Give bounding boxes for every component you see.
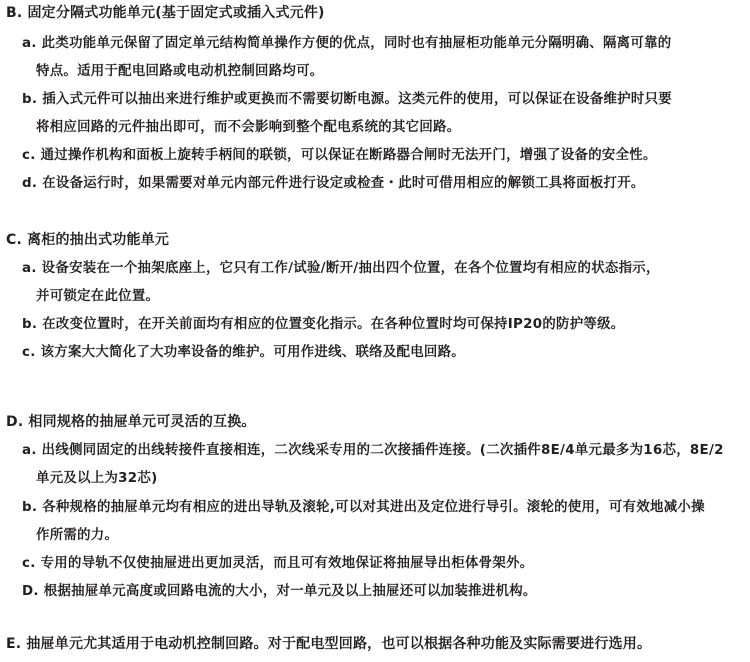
section-c-item-a-line-2: 并可锁定在此位置。 — [36, 289, 160, 304]
section-c-heading: C. 离柜的抽出式功能单元 — [6, 232, 170, 248]
section-b-item-d — [22, 170, 738, 198]
section-d-item-b-line-1: b. 各种规格的抽屉单元均有相应的进出导轨及滚轮,可以对其进出及定位进行导引。滚轮的使用，可有效地减小操 — [22, 500, 705, 515]
section-d-item-d-line-1: D. 根据抽屉单元高度或回路电流的大小，对一单元及以上抽屉还可以加装推进机构。 — [22, 584, 537, 599]
section-b-item-c-line-1: c. 通过操作机构和面板上旋转手柄间的联锁，可以保证在断路器合闸时无法开门，增强了设备的安全性。 — [22, 148, 657, 163]
section-c-item-b-line-1: b. 在改变位置时，在开关前面均有相应的位置变化指示。在各种位置时均可保持IP20的防护等级。 — [22, 317, 625, 332]
section-d-item-a-line-1: a. 出线侧同固定的出线转接件直接相连，二次线采专用的二次接插件连接。(二次插件8E/4单元最多为16芯，8E/2 — [22, 443, 724, 458]
section-b-item-a — [22, 30, 738, 86]
section-d-heading: D. 相同规格的抽屉单元可灵活的互换。 — [6, 414, 256, 430]
section-c-item-a-line-1: a. 设备安装在一个抽架底座上，它只有工作/试验/断开/抽出四个位置，在各个位置均有相应的状态指示， — [22, 261, 660, 276]
section-c-item-a — [22, 255, 738, 311]
section-b-item-a-line-1: a. 此类功能单元保留了固定单元结构简单操作方便的优点，同时也有抽屉柜功能单元分隔明确、隔离可靠的 — [22, 36, 672, 51]
section-d-item-a-line-2: 单元及以上为32芯) — [36, 471, 158, 486]
section-b-item-b-line-2: 将相应回路的元件抽出即可，而不会影响到整个配电系统的其它回路。 — [36, 120, 461, 135]
section-d-item-a — [22, 437, 738, 493]
section-b-item-b — [22, 86, 738, 142]
section-b-item-b-line-1: b. 插入式元件可以抽出来进行维护或更换而不需要切断电源。这类元件的使用，可以保证在设备维护时只要 — [22, 92, 672, 107]
section-d-item-b — [22, 494, 738, 550]
section-b-item-c — [22, 142, 738, 170]
section-d-item-b-line-2: 作所需的力。 — [36, 528, 119, 543]
section-e-heading: E. 抽屉单元尤其适用于电动机控制回路。对于配电型回路，也可以根据各种功能及实际需要进行选用。 — [6, 636, 652, 652]
section-b-item-a-line-2: 特点。适用于配电回路或电动机控制回路均可。 — [36, 64, 324, 79]
section-b-heading: B. 固定分隔式功能单元(基于固定式或插入式元件) — [6, 5, 325, 21]
section-d-item-c — [22, 550, 738, 578]
section-c-item-b — [22, 311, 738, 339]
section-d-item-c-line-1: c. 专用的导轨不仅使抽屉进出更加灵活，而且可有效地保证将抽屉导出柜体骨架外。 — [22, 556, 534, 571]
section-c-item-c — [22, 339, 738, 367]
section-b-item-d-line-1: d. 在设备运行时，如果需要对单元内部元件进行设定或检查・此时可借用相应的解锁工具将面板打开。 — [22, 176, 645, 191]
section-d-item-d — [22, 578, 738, 606]
section-c-item-c-line-1: c. 该方案大大简化了大功率设备的维护。可用作进线、联络及配电回路。 — [22, 345, 465, 360]
